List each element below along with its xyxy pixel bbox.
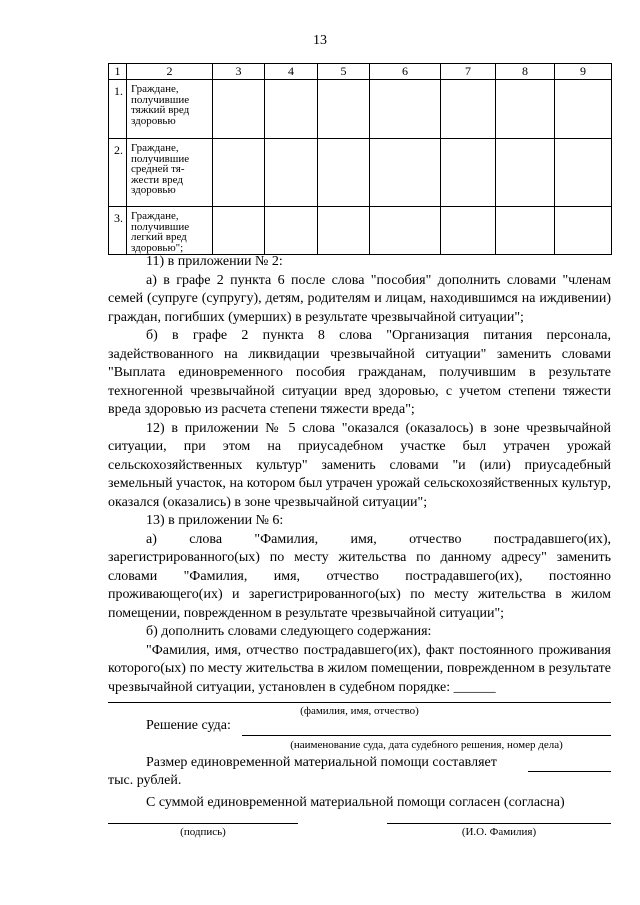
empty-cell	[370, 139, 441, 207]
amount-line	[528, 771, 611, 772]
empty-cell	[213, 139, 265, 207]
paragraph: 13) в приложении № 6:	[146, 513, 284, 528]
row-label-line: легкий вред	[131, 231, 187, 243]
signature-caption: (подпись)	[180, 826, 226, 838]
amendment-text	[108, 253, 611, 697]
empty-cell	[555, 80, 612, 139]
court-caption: (наименование суда, дата судебного решения, номер дела)	[290, 739, 563, 751]
empty-cell	[213, 80, 265, 139]
damage-table	[108, 63, 612, 255]
row-number: 1.	[109, 80, 127, 139]
row-label	[127, 139, 213, 207]
row-label-line: жести вред	[131, 173, 183, 186]
paragraph: 11) в приложении № 2:	[146, 254, 283, 269]
empty-cell	[318, 80, 370, 139]
paragraph: б) в графе 2 пункта 8 слова "Организация питания персонала, задействованного на ликвидации чрезвычайной ситуации" заменить словами "Выплата единовременного пособия гражданам, получившим в результате техногенной чрезвычайной ситуации вред здоровью, с учетом степени тяжести вреда здоровью из расчета степени тяжести вреда";	[108, 328, 611, 417]
row-label-line: получившие	[131, 220, 190, 233]
amount-text: Размер единовременной материальной помощи составляет	[146, 755, 497, 770]
row-label-line: Граждане,	[131, 142, 179, 154]
table-header-row	[109, 64, 612, 80]
row-label-line: получившие	[131, 93, 190, 106]
row-label-line: Граждане,	[131, 210, 179, 222]
table-header-cell: 7	[441, 64, 496, 80]
empty-cell	[265, 207, 318, 255]
empty-cell	[265, 80, 318, 139]
consent-text: С суммой единовременной материальной помощи согласен (согласна)	[146, 795, 565, 810]
row-number: 3.	[109, 207, 127, 255]
empty-cell	[555, 207, 612, 255]
empty-cell	[555, 139, 612, 207]
table-header-cell: 2	[127, 64, 213, 80]
empty-cell	[265, 139, 318, 207]
amount-unit: тыс. рублей.	[108, 773, 182, 788]
page-number: 13	[313, 33, 327, 48]
paragraph: а) в графе 2 пункта 6 после слова "пособия" дополнить словами "членам семей (супруге (супругу), детям, родителям и лицам, находившимся на иждивении) граждан, погибших (умерших) в результате чрезвычайной ситуации";	[108, 272, 611, 325]
row-label-line: здоровью	[131, 184, 176, 196]
name-line	[387, 823, 611, 824]
row-label	[127, 207, 213, 255]
empty-cell	[441, 139, 496, 207]
row-label	[127, 80, 213, 139]
fio-line	[108, 702, 611, 703]
table-row	[109, 207, 612, 255]
row-label-line: тяжкий вред	[131, 104, 190, 116]
table-header-cell: 8	[496, 64, 555, 80]
empty-cell	[496, 139, 555, 207]
row-label-line: получившие	[131, 152, 190, 165]
table-header-cell: 5	[318, 64, 370, 80]
paragraph: б) дополнить словами следующего содержания:	[146, 624, 432, 639]
row-number: 2.	[109, 139, 127, 207]
empty-cell	[496, 207, 555, 255]
court-line	[242, 735, 611, 736]
row-label-line: Граждане,	[131, 83, 179, 95]
empty-cell	[213, 207, 265, 255]
paragraph: "Фамилия, имя, отчество пострадавшего(их), факт постоянного проживания которого(ых) по месту жительства в жилом помещении, поврежденном в результате чрезвычайной ситуации, установлен в судебном порядке: ______	[108, 642, 611, 695]
empty-cell	[496, 80, 555, 139]
signature-line	[108, 823, 298, 824]
name-caption: (И.О. Фамилия)	[461, 826, 537, 838]
table-header-cell: 3	[213, 64, 265, 80]
table-header-cell: 6	[370, 64, 441, 80]
table-row	[109, 139, 612, 207]
row-label-line: здоровью	[131, 114, 176, 127]
paragraph: 12) в приложении № 5 слова "оказался (оказалось) в зоне чрезвычайной ситуации, при этом на приусадебном участке был утрачен урожай сельскохозяйственных культур" заменить словами "и (или) приусадебный земельный участок, на котором был утрачен урожай сельскохозяйственных культур, оказался (оказались) в зоне чрезвычайной ситуации";	[108, 420, 611, 510]
paragraph: а) слова "Фамилия, имя, отчество пострадавшего(их), зарегистрированного(ых) по месту жительства по данному адресу" заменить словами "Фамилия, имя, отчество пострадавшего(их), постоянно проживающего(их) и зарегистрированного(ых) по месту жительства в жилом помещении, поврежденном в результате чрезвычайной ситуации";	[108, 531, 611, 621]
table-row	[109, 80, 612, 139]
empty-cell	[441, 80, 496, 139]
table-header-cell: 4	[265, 64, 318, 80]
court-label: Решение суда:	[146, 718, 231, 733]
row-label-line: здоровью";	[131, 241, 184, 254]
row-label-line: средней тя-	[131, 163, 185, 175]
fio-caption: (фамилия, имя, отчество)	[300, 705, 419, 717]
empty-cell	[318, 139, 370, 207]
empty-cell	[370, 207, 441, 255]
table-header-cell: 1	[109, 64, 127, 80]
table-header-cell: 9	[555, 64, 612, 80]
empty-cell	[370, 80, 441, 139]
empty-cell	[441, 207, 496, 255]
empty-cell	[318, 207, 370, 255]
